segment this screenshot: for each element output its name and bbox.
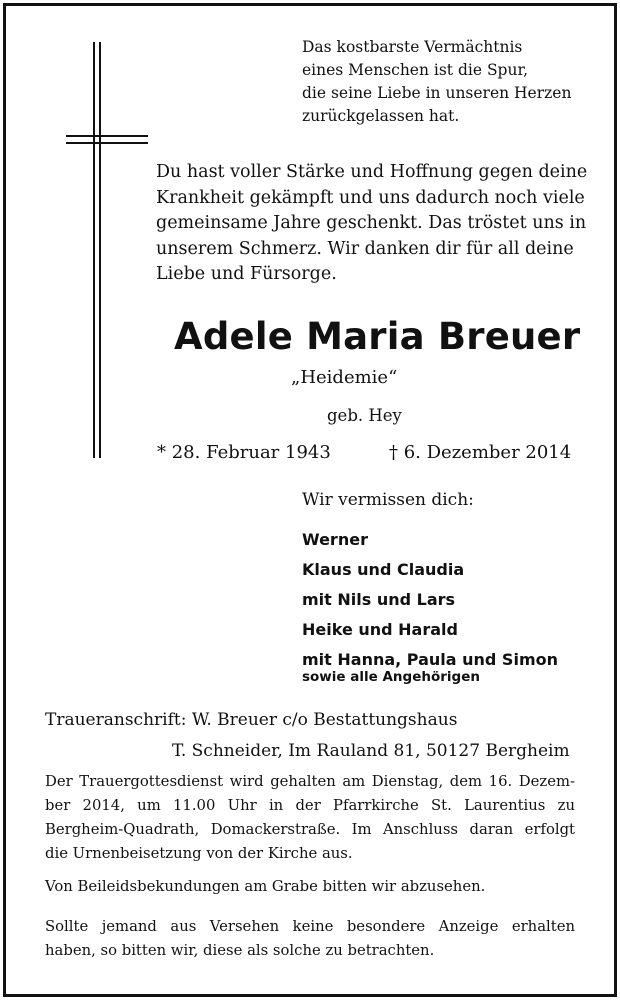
service-line: ber 2014, um 11.00 Uhr in der Pfarrkirche St. Laurentius zu <box>45 797 575 814</box>
tribute-line: Du hast voller Stärke und Hoffnung gegen deine <box>156 162 588 182</box>
deceased-name: Adele Maria Breuer <box>174 315 581 358</box>
tribute-line: Liebe und Fürsorge. <box>156 264 337 284</box>
death-date: † 6. Dezember 2014 <box>389 442 572 463</box>
mourner-name: Werner <box>302 530 368 549</box>
missed-notice-note <box>45 915 575 963</box>
deceased-birth-name: geb. Hey <box>327 406 402 425</box>
quote-line: Das kostbarste Vermächtnis <box>302 38 523 56</box>
mourners-others: sowie alle Angehörigen <box>302 669 480 685</box>
condolences-line: Von Beileidsbekundungen am Grabe bitten wir abzusehen. <box>45 878 486 895</box>
service-announcement <box>45 770 575 866</box>
service-line: Der Trauergottesdienst wird gehalten am Dienstag, dem 16. Dezem- <box>45 773 575 790</box>
tribute-line: unserem Schmerz. Wir danken dir für all deine <box>156 238 574 259</box>
quote-line: die seine Liebe in unseren Herzen <box>302 84 572 102</box>
quote-line: eines Menschen ist die Spur, <box>302 61 529 79</box>
notice-line: haben, so bitten wir, diese als solche zu betrachten. <box>45 942 435 959</box>
mourners-intro: Wir vermissen dich: <box>302 490 474 510</box>
cross-horizontal-bottom-stroke <box>66 142 148 144</box>
service-line: die Urnenbeisetzung von der Kirche aus. <box>45 845 353 862</box>
birth-date: * 28. Februar 1943 <box>157 442 331 463</box>
mourner-name: mit Hanna, Paula und Simon <box>302 650 558 669</box>
tribute-line: gemeinsame Jahre geschenkt. Das tröstet uns in <box>156 213 587 233</box>
deceased-nickname: „Heidemie“ <box>291 367 398 388</box>
cross-horizontal-top-stroke <box>66 135 148 137</box>
service-line: Bergheim-Quadrath, Domackerstraße. Im Anschluss daran erfolgt <box>45 821 575 838</box>
notice-line: Sollte jemand aus Versehen keine besondere Anzeige erhalten <box>45 918 575 935</box>
cross-vertical-left-stroke <box>93 42 95 458</box>
mourners-list <box>302 525 558 675</box>
tribute-line: Krankheit gekämpft und uns dadurch noch viele <box>156 187 585 208</box>
cross-vertical-right-stroke <box>99 42 101 458</box>
mourning-address-line-1: Traueranschrift: W. Breuer c/o Bestattungshaus <box>45 710 458 730</box>
tribute-text <box>156 160 587 288</box>
mourner-name: Klaus und Claudia <box>302 560 465 579</box>
mourner-name: mit Nils und Lars <box>302 590 456 609</box>
condolences-note <box>45 875 575 899</box>
quote-line: zurückgelassen hat. <box>302 107 460 125</box>
mourner-name: Heike und Harald <box>302 620 458 639</box>
memorial-quote <box>302 36 571 128</box>
mourning-address-line-2: T. Schneider, Im Rauland 81, 50127 Bergheim <box>172 741 570 761</box>
